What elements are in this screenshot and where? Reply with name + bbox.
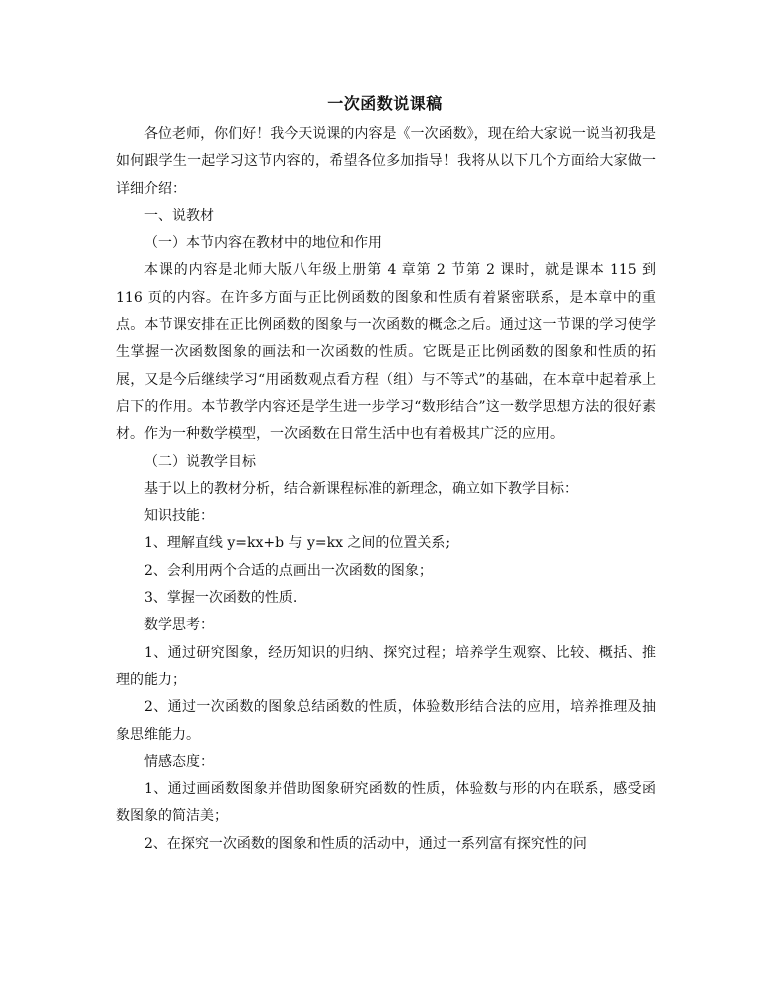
document-title: 一次函数说课稿 [327,94,443,113]
list-item-thinking-2: 2、通过一次函数的图象总结函数的性质，体验数形结合法的应用，培养推理及抽象思维能力。 [116,699,656,743]
list-item-attitude-1: 1、通过画函数图象并借助图象研究函数的性质，体验数与形的内在联系，感受函数图象的简洁美； [116,781,656,825]
label-knowledge-skills: 知识技能： [144,508,214,525]
document-body [116,121,656,858]
subsection-heading-position: （一）本节内容在教材中的地位和作用 [144,235,382,252]
paragraph-goals-intro: 基于以上的教材分析，结合新课程标准的新理念，确立如下教学目标： [144,480,578,497]
list-item-attitude-2: 2、在探究一次函数的图象和性质的活动中，通过一系列富有探究性的问 [144,835,587,852]
paragraph-content-analysis: 本课的内容是北师大版八年级上册第 4 章第 2 节第 2 课时，就是课本 115 到 116 页的内容。在许多方面与正比例函数的图象和性质有着紧密联系，是本章中的重点。本节课安排在正比例函数的图象与一次函数的概念之后。通过这一节课的学习使学生掌握一次函数图象的画法和一次函数的性质。它既是正比例函数的图象和性质的拓展，又是今后继续学习“用函数观点看方程（组）与不等式”的基础，在本章中起着承上启下的作用。本节教学内容还是学生进一步学习“数形结合”这一数学思想方法的很好素材。作为一种数学模型，一次函数在日常生活中也有着极其广泛的应用。 [116,262,656,443]
list-item-knowledge-2: 2、会利用两个合适的点画出一次函数的图象； [144,562,433,579]
list-item-knowledge-1: 1、理解直线 y=kx+b 与 y=kx 之间的位置关系; [144,535,451,552]
label-emotional-attitude: 情感态度： [144,753,214,770]
section-heading-textbook: 一、说教材 [144,207,214,224]
subsection-heading-goals: （二）说教学目标 [144,453,256,470]
paragraph-intro: 各位老师，你们好！我今天说课的内容是《一次函数》，现在给大家说一说当初我是如何跟学生一起学习这节内容的，希望各位多加指导！我将从以下几个方面给大家做一详细介绍： [116,126,656,197]
list-item-thinking-1: 1、通过研究图象，经历知识的归纳、探究过程；培养学生观察、比较、概括、推理的能力； [116,644,656,688]
label-math-thinking: 数学思考： [144,617,214,634]
list-item-knowledge-3: 3、掌握一次函数的性质. [144,590,298,607]
